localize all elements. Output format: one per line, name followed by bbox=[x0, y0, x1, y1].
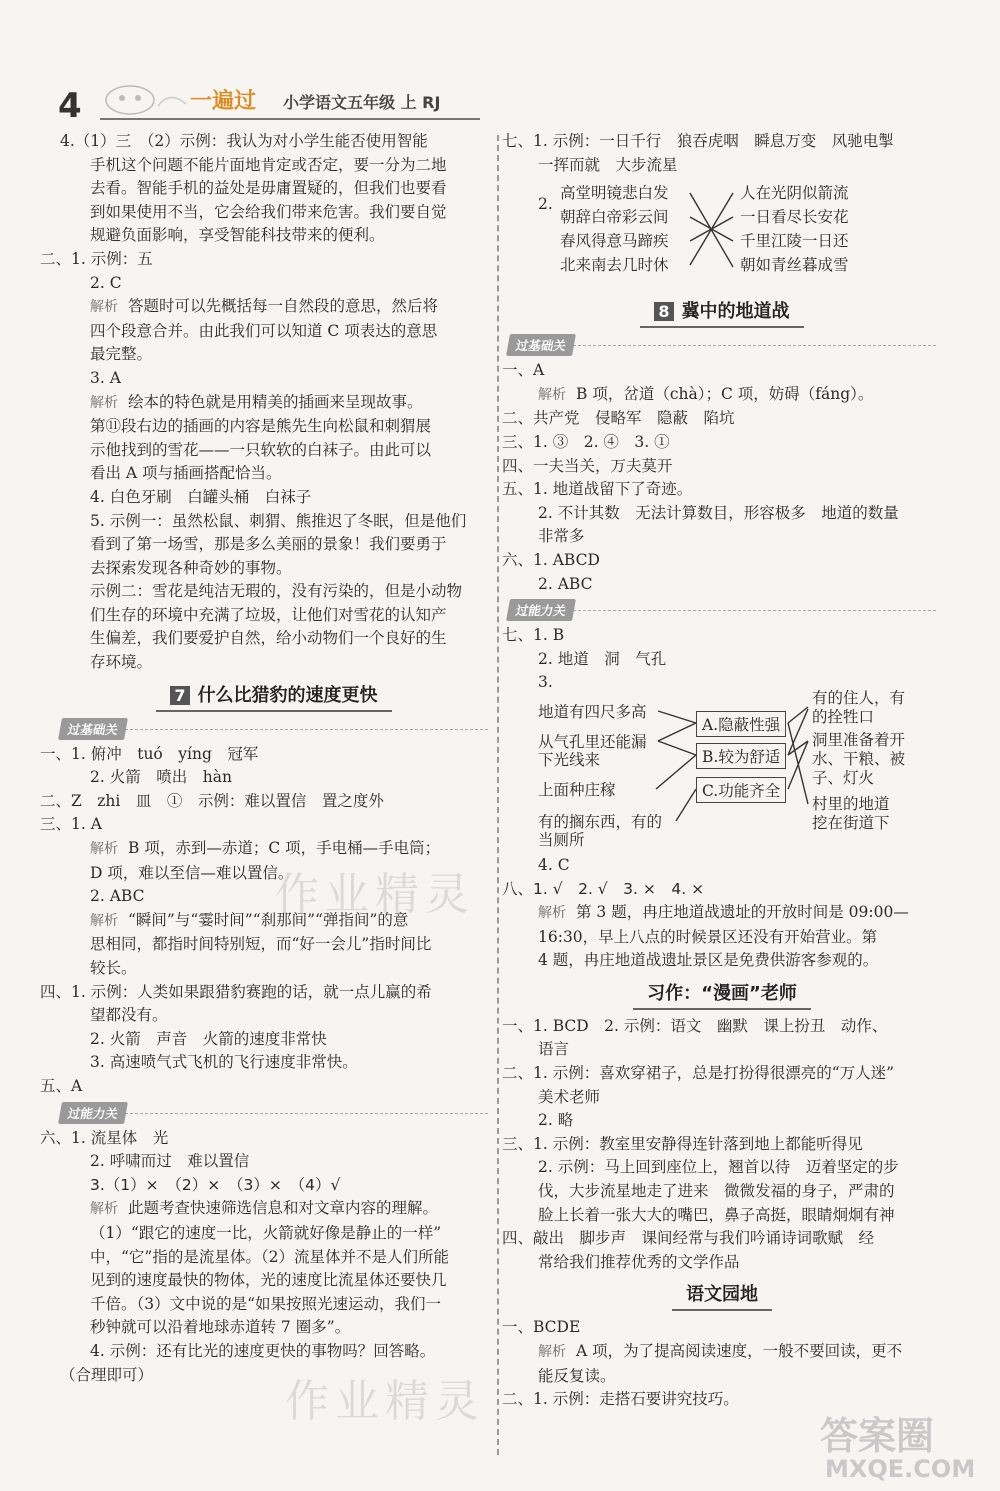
answer-line: 去探索发现各种奇妙的事物。 bbox=[90, 558, 292, 577]
analysis-line: 较长。 bbox=[90, 959, 137, 977]
analysis-label: 解析 bbox=[538, 386, 566, 403]
diagram-left-text: 上面种庄稼 bbox=[538, 780, 616, 799]
section-title-language-garden bbox=[508, 1278, 936, 1314]
basic-level-tag: 过基础关 bbox=[60, 718, 488, 740]
analysis-label: 解析 bbox=[90, 1201, 118, 1218]
analysis-line: 能反复读。 bbox=[538, 1366, 616, 1385]
diagram-right-text: 挖在街道下 bbox=[812, 813, 890, 832]
analysis-line: 见到的速度最快的物体，光的速度比流星体还要快几 bbox=[90, 1271, 447, 1290]
answer-line: 二、1. 示例：走搭石要讲究技巧。 bbox=[502, 1390, 739, 1409]
analysis-label: 解析 bbox=[538, 1344, 566, 1360]
diagram-right-text: 村里的地道 bbox=[812, 794, 890, 813]
section-number: 8 bbox=[654, 302, 673, 321]
analysis-text: B 项，赤到—赤道；C 项，手电桶—手电筒； bbox=[128, 839, 441, 858]
answer-line: 2. bbox=[538, 195, 553, 214]
answer-line: 规避负面影响，享受智能科技带来的便利。 bbox=[90, 226, 385, 245]
section-title-7 bbox=[60, 679, 488, 715]
analysis-label: 解析 bbox=[90, 299, 118, 316]
analysis-line: 4 题，冉庄地道战遗址景区是免费供游客参观的。 bbox=[538, 951, 879, 970]
analysis-line bbox=[60, 295, 488, 320]
answer-line: 2. ABC bbox=[90, 887, 145, 906]
answer-line: 2. 不计其数 无法计算数目，形容极多 地道的数量 bbox=[538, 503, 899, 522]
left-column bbox=[40, 130, 488, 1387]
answer-line: 2. 略 bbox=[538, 1111, 574, 1130]
diagram-left-text: 有的搁东西，有的 bbox=[538, 812, 663, 831]
answer-line: 二、1. 示例：喜欢穿裙子，总是打扮得很漂亮的“万人迷” bbox=[502, 1064, 895, 1083]
analysis-line: 看出 A 项与插画搭配恰当。 bbox=[90, 464, 282, 483]
basic-level-tag: 过基础关 bbox=[508, 334, 936, 356]
diagram-box: B.较为舒适 bbox=[696, 743, 786, 769]
answer-line: 3. A bbox=[90, 368, 121, 387]
column-divider bbox=[497, 135, 499, 1455]
match-right-item: 一日看尽长安花 bbox=[740, 208, 849, 227]
answer-line: 们生存的环境中充满了垃圾，让他们对雪花的认知产 bbox=[90, 605, 447, 624]
answer-line: 手机这个问题不能片面地肯定或否定，要一分为二地 bbox=[90, 155, 447, 174]
answer-line: 二、共产党 侵略军 隐蔽 陷坑 bbox=[502, 409, 735, 428]
answer-line: 2. 火箭 声音 火箭的速度非常快 bbox=[90, 1029, 327, 1048]
analysis-line: 中，“它”指的是流星体。（2）流星体并不是人们所能 bbox=[90, 1247, 449, 1266]
page-number: 4 bbox=[58, 86, 82, 126]
answer-line: 二、Z zhi 皿 ① 示例：难以置信 置之度外 bbox=[40, 791, 384, 810]
analysis-line: 千倍。（3）文中说的是“如果按照光速运动，我们一 bbox=[90, 1294, 442, 1313]
diagram-box: A.隐蔽性强 bbox=[696, 711, 786, 737]
analysis-label: 解析 bbox=[90, 912, 118, 929]
analysis-line bbox=[60, 391, 488, 416]
answer-line: 七、1. B bbox=[502, 626, 565, 645]
analysis-text: “瞬间”与“霎时间”“刹那间”“弹指间”的意 bbox=[128, 910, 409, 929]
answer-line: 2. C bbox=[90, 273, 122, 292]
right-column bbox=[502, 130, 936, 1412]
answer-line: 六、1. 流星体 光 bbox=[40, 1128, 169, 1147]
watermark: 作业精灵 bbox=[285, 1376, 485, 1427]
section-title-text: 语文园地 bbox=[672, 1278, 772, 1311]
analysis-text: A 项，为了提高阅读速度，一般不要回读，更不 bbox=[576, 1342, 903, 1360]
ability-level-tag: 过能力关 bbox=[60, 1102, 488, 1124]
answer-line: 语言 bbox=[538, 1040, 570, 1059]
answer-line: 非常多 bbox=[538, 527, 585, 546]
answer-line: （合理即可） bbox=[60, 1365, 154, 1384]
answer-line: 看到了第一场雪，那是多么美丽的景象！我们要勇于 bbox=[90, 535, 447, 554]
analysis-line: （1）“跟它的速度一比，火箭就好像是静止的一样” bbox=[90, 1223, 442, 1242]
answer-line: 到如果使用不当，它会给我们带来危害。我们要自觉 bbox=[90, 202, 447, 221]
analysis-text: 第 3 题，冉庄地道战遗址的开放时间是 09:00— bbox=[576, 903, 909, 922]
answer-line: 2. 呼啸而过 难以置信 bbox=[90, 1152, 250, 1171]
diagram-box: C.功能齐全 bbox=[696, 777, 786, 803]
answer-line: 4. 白色牙刷 白罐头桶 白袜子 bbox=[90, 487, 312, 506]
answer-line: 2. 示例：马上回到座位上，翘首以待 迈着坚定的步 bbox=[538, 1158, 899, 1177]
diagram-right-text: 水、干粮、被 bbox=[812, 749, 906, 768]
diagram-left-text: 从气孔里还能漏 bbox=[538, 732, 647, 751]
analysis-line: 思相同，都指时间特别短，而“好一会儿”指时间比 bbox=[90, 935, 432, 954]
answer-line: 一、BCDE bbox=[502, 1318, 581, 1337]
answer-line: 三、1. 示例：教室里安静得连针落到地上都能听得见 bbox=[502, 1134, 863, 1153]
analysis-line: 16:30，早上八点的时候景区还没有开始营业。第 bbox=[538, 927, 878, 946]
diagram-left-text: 当厕所 bbox=[538, 830, 585, 849]
brand-name: 一遍过 bbox=[190, 89, 257, 114]
section-title-text: 什么比猎豹的速度更快 bbox=[197, 684, 378, 706]
answer-line: 望都没有。 bbox=[90, 1006, 168, 1025]
answer-line: 2. 地道 洞 气孔 bbox=[538, 649, 667, 668]
answer-line: 4. C bbox=[538, 855, 570, 874]
page-header bbox=[0, 0, 1000, 130]
analysis-line bbox=[60, 1197, 488, 1222]
diagram-left-text: 下光线来 bbox=[538, 750, 601, 769]
analysis-line: 第⑪段右边的插画的内容是熊先生向松鼠和刺猬展 bbox=[90, 417, 432, 436]
analysis-label: 解析 bbox=[90, 394, 118, 411]
section-number: 7 bbox=[170, 686, 189, 705]
answer-line: 三、1. ③ 2. ④ 3. ① bbox=[502, 432, 670, 451]
analysis-line: D 项，难以至信—难以置信。 bbox=[90, 863, 294, 882]
answer-line: 存环境。 bbox=[90, 653, 153, 672]
match-left-item: 高堂明镜悲白发 bbox=[560, 184, 669, 203]
analysis-text: 答题时可以先概括每一自然段的意思，然后将 bbox=[128, 297, 439, 316]
answer-line: 六、1. ABCD bbox=[502, 550, 600, 569]
match-right-item: 朝如青丝暮成雪 bbox=[740, 256, 849, 275]
poem-matching-diagram bbox=[508, 179, 936, 291]
match-right-item: 人在光阴似箭流 bbox=[740, 184, 849, 203]
analysis-text: 此题考查快速筛选信息和对文章内容的理解。 bbox=[128, 1199, 439, 1218]
watermark: 作业精灵 bbox=[275, 869, 475, 920]
diagram-left-text: 地道有四尺多高 bbox=[538, 702, 647, 721]
footer-site: MXQE.COM bbox=[825, 1455, 976, 1483]
analysis-text: 绘本的特色就是用精美的插画来呈现故事。 bbox=[128, 392, 423, 411]
match-left-item: 北来南去几时休 bbox=[560, 256, 669, 275]
diagram-right-text: 子、灯火 bbox=[812, 768, 875, 787]
match-right-item: 千里江陵一日还 bbox=[740, 232, 849, 251]
answer-line: 3.（1）× （2）× （3）× （4）√ bbox=[90, 1175, 341, 1194]
answer-line: 二、1. 示例：五 bbox=[40, 249, 153, 268]
answer-line: 三、1. A bbox=[40, 815, 102, 834]
answer-line: 四、敲出 脚步声 课间经常与我们吟诵诗词歌赋 经 bbox=[502, 1229, 875, 1248]
answer-line: 伐，大步流星地走了进来 微微发福的身子，严肃的 bbox=[538, 1182, 895, 1201]
answer-line: 4.（1）三 （2）示例：我认为对小学生能否使用智能 bbox=[60, 132, 428, 150]
analysis-label: 解析 bbox=[90, 841, 118, 858]
answer-line: 去看。智能手机的益处是毋庸置疑的，但我们也要看 bbox=[90, 179, 447, 198]
answer-line: 一挥而就 大步流星 bbox=[538, 155, 678, 174]
section-title-8 bbox=[508, 295, 936, 331]
analysis-text: B 项，岔道（chà）；C 项，妨碍（fáng）。 bbox=[576, 384, 874, 403]
analysis-line bbox=[508, 901, 936, 926]
analysis-line bbox=[508, 383, 936, 408]
answer-line: 4. 示例：还有比光的速度更快的事物吗？回答略。 bbox=[90, 1341, 436, 1360]
analysis-line: 秒钟就可以沿着地球赤道转 7 圈多”。 bbox=[90, 1318, 351, 1337]
diagram-right-text: 洞里准备着开 bbox=[812, 730, 906, 749]
answer-line: 2. 火箭 喷出 hàn bbox=[90, 768, 232, 787]
answer-line: 2. ABC bbox=[538, 574, 593, 593]
answer-line: 一、A bbox=[502, 361, 545, 380]
analysis-line: 最完整。 bbox=[90, 345, 153, 364]
analysis-line: 四个段意合并。由此我们可以知道 C 项表达的意思 bbox=[90, 321, 438, 340]
answer-line: 一、1. BCD 2. 示例：语文 幽默 课上扮丑 动作、 bbox=[502, 1016, 888, 1035]
answer-line: 5. 示例一：虽然松鼠、刺猬、熊推迟了冬眠，但是他们 bbox=[90, 511, 467, 530]
answer-line: 3. bbox=[538, 673, 553, 692]
diagram-right-text: 有的住人，有 bbox=[812, 688, 906, 707]
analysis-line: 示他找到的雪花——一只软软的白袜子。由此可以 bbox=[90, 440, 432, 459]
answer-line: 美术老师 bbox=[538, 1087, 601, 1106]
answer-line: 七、1. 示例：一日千行 狼吞虎咽 瞬息万变 风驰电掣 bbox=[502, 132, 894, 150]
book-subtitle: 小学语文五年级 上 RJ bbox=[283, 93, 441, 112]
tunnel-feature-diagram bbox=[508, 688, 936, 854]
answer-line: 四、一夫当关，万夫莫开 bbox=[502, 456, 673, 475]
section-title-composition bbox=[508, 977, 936, 1013]
analysis-label: 解析 bbox=[538, 905, 566, 922]
answer-line: 示例二：雪花是纯洁无瑕的，没有污染的，但是小动物 bbox=[90, 582, 463, 601]
answer-line: 四、1. 示例：人类如果跟猎豹赛跑的话，就一点儿赢的希 bbox=[40, 982, 432, 1001]
answer-line: 常给我们推荐优秀的文学作品 bbox=[538, 1252, 740, 1271]
section-title-text: 冀中的地道战 bbox=[681, 301, 790, 323]
answer-line: 生偏差，我们要爱护自然，给小动物们一个良好的生 bbox=[90, 629, 447, 648]
answer-line: 八、1. √ 2. √ 3. × 4. × bbox=[502, 879, 705, 898]
match-left-item: 朝辞白帝彩云间 bbox=[560, 208, 669, 227]
answer-line: 五、1. 地道战留下了奇迹。 bbox=[502, 480, 693, 499]
answer-line: 五、A bbox=[40, 1076, 83, 1095]
section-title-text: 习作：“漫画”老师 bbox=[633, 977, 811, 1010]
diagram-right-text: 的拴牲口 bbox=[812, 707, 875, 726]
answer-line: 3. 高速喷气式飞机的飞行速度非常快。 bbox=[90, 1053, 358, 1072]
analysis-line bbox=[508, 1340, 936, 1365]
ability-level-tag: 过能力关 bbox=[508, 599, 936, 621]
answer-line: 脸上长着一张大大的嘴巴，鼻子高挺，眼睛炯炯有神 bbox=[538, 1205, 895, 1224]
match-left-item: 春风得意马蹄疾 bbox=[560, 232, 669, 251]
footer-logo: 答案圈 bbox=[820, 1414, 935, 1458]
header-rule bbox=[100, 118, 480, 120]
answer-line: 一、1. 俯冲 tuó yíng 冠军 bbox=[40, 744, 259, 763]
